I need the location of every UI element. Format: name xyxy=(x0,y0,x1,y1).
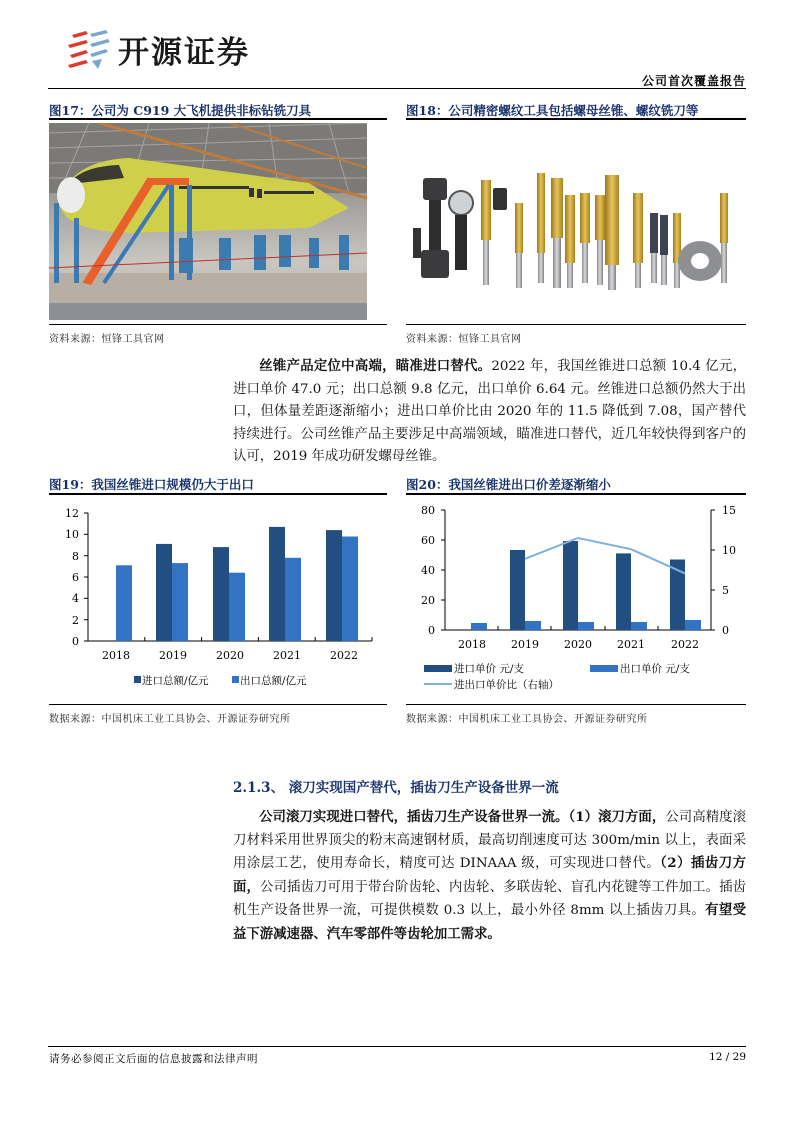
paragraph-tap-lead: 丝锥产品定位中高端，瞄准进口替代。 xyxy=(259,358,492,374)
figure-17-image xyxy=(49,123,367,320)
svg-text:80: 80 xyxy=(421,504,435,517)
svg-text:40: 40 xyxy=(421,564,435,577)
svg-text:20: 20 xyxy=(421,594,435,607)
figure-19-source: 数据来源：中国机床工业工具协会、开源证券研究所 xyxy=(49,714,291,725)
header-divider xyxy=(48,88,746,89)
figure-18-title: 图18：公司精密螺纹工具包括螺母丝锥、螺纹铣刀等 xyxy=(406,103,699,118)
svg-text:2021: 2021 xyxy=(617,638,645,651)
footer-divider xyxy=(48,1046,746,1047)
paragraph-hob-text: 公司高精度滚刀材料采用世界顶尖的粉末高速钢材质，最高切削速度可达 300m/min 以上，表面采用涂层工艺，使用寿命长，精度可达 DINAAA 级，可实现进口替代。 xyxy=(233,810,746,871)
figure-19-legend xyxy=(134,674,307,687)
svg-text:0: 0 xyxy=(428,624,435,637)
svg-text:进口单价 元/支: 进口单价 元/支 xyxy=(454,663,524,675)
svg-text:出口总额/亿元: 出口总额/亿元 xyxy=(240,675,307,687)
svg-text:2021: 2021 xyxy=(273,649,301,662)
price-ratio-line xyxy=(525,538,685,573)
figure-17-title: 图17：公司为 C919 大飞机提供非标钻铣刀具 xyxy=(49,103,312,118)
report-type: 公司首次覆盖报告 xyxy=(641,74,746,88)
page-number: 12 / 29 xyxy=(709,1051,746,1063)
svg-text:0: 0 xyxy=(722,624,729,637)
brand-name: 开源证券 xyxy=(118,34,250,71)
svg-text:12: 12 xyxy=(65,507,79,520)
svg-text:2018: 2018 xyxy=(102,649,130,662)
svg-text:60: 60 xyxy=(421,534,435,547)
figure-20-chart xyxy=(400,500,760,700)
figure-20-source: 数据来源：中国机床工业工具协会、开源证券研究所 xyxy=(406,714,648,725)
company-logo xyxy=(66,27,286,71)
logo-mark-icon xyxy=(66,27,112,71)
figure-18-image xyxy=(405,123,745,320)
svg-text:2020: 2020 xyxy=(564,638,592,651)
figure-20-title: 图20：我国丝锥进出口价差逐渐缩小 xyxy=(406,477,611,492)
svg-text:2019: 2019 xyxy=(511,638,539,651)
figure-20-legend xyxy=(424,662,690,691)
svg-text:0: 0 xyxy=(72,635,79,648)
paragraph-demand-conclusion: 有望受益下游减速器、汽车零部件等齿轮加工需求。 xyxy=(233,902,747,942)
svg-text:出口单价 元/支: 出口单价 元/支 xyxy=(620,663,690,675)
svg-text:6: 6 xyxy=(72,571,79,584)
figure-17-source: 资料来源：恒锋工具官网 xyxy=(49,334,165,345)
section-title-text: 滚刀实现国产替代，插齿刀生产设备世界一流 xyxy=(288,780,559,796)
paragraph-shaper-text: 公司插齿刀可用于带台阶齿轮、内齿轮、多联齿轮、盲孔内花键等工件加工。插齿机生产设备世界一流，可提供模数 0.3 以上，最小外径 8mm 以上插齿刀具。 xyxy=(233,879,747,918)
figure-20-bottom-rule xyxy=(406,704,746,705)
figure-18-source: 资料来源：恒锋工具官网 xyxy=(406,334,522,345)
section-number: 2.1.3、 xyxy=(233,780,285,796)
figure-17-bottom-rule xyxy=(49,324,387,325)
figure-19-title: 图19：我国丝锥进口规模仍大于出口 xyxy=(49,477,254,492)
svg-text:2: 2 xyxy=(72,614,79,627)
figure-19-chart xyxy=(49,500,387,700)
figure-20-rule xyxy=(406,493,746,495)
svg-text:5: 5 xyxy=(722,584,729,597)
svg-text:2020: 2020 xyxy=(216,649,244,662)
paragraph-hob-lead: 公司滚刀实现进口替代，插齿刀生产设备世界一流。（1）滚刀方面， xyxy=(259,809,666,825)
figure-19-bottom-rule xyxy=(49,704,387,705)
export-total-bars xyxy=(116,537,358,642)
figure-19-rule xyxy=(49,493,387,495)
figure-18-bottom-rule xyxy=(406,324,746,325)
figure-18-rule xyxy=(406,118,746,120)
paragraph-tap-products xyxy=(233,355,746,469)
paragraph-hob-shaper xyxy=(233,806,746,946)
svg-text:4: 4 xyxy=(72,592,79,605)
svg-text:15: 15 xyxy=(722,504,736,517)
footer-disclaimer: 请务必参阅正文后面的信息披露和法律声明 xyxy=(49,1053,258,1065)
svg-text:进口总额/亿元: 进口总额/亿元 xyxy=(142,675,209,687)
export-price-bars xyxy=(471,620,701,630)
svg-text:2019: 2019 xyxy=(159,649,187,662)
paragraph-tap-text: 2022 年，我国丝锥进口总额 10.4 亿元，进口单价 47.0 元；出口总额 9.8 亿元，出口单价 6.64 元。丝锥进口总额仍然大于出口，但体量差距逐渐缩小；进出口单价比由 2020 年的 11.5 降低到 7.08，国产替代持续进行。公司丝锥产品主要涉足中高端领域，瞄准进口替代，近几年较快得到客户的认可，2019 年成功研发螺母丝锥。 xyxy=(233,359,746,464)
section-heading xyxy=(233,776,559,796)
paragraph-shaper-lead: （2）插齿刀方面， xyxy=(233,855,747,895)
figure-17-rule xyxy=(49,118,387,120)
svg-text:2022: 2022 xyxy=(330,649,358,662)
svg-text:2018: 2018 xyxy=(458,638,486,651)
svg-text:10: 10 xyxy=(65,528,79,541)
svg-text:8: 8 xyxy=(72,550,79,563)
svg-text:2022: 2022 xyxy=(671,638,699,651)
svg-text:进出口单价比（右轴）: 进出口单价比（右轴） xyxy=(454,679,559,691)
svg-text:10: 10 xyxy=(722,544,736,557)
